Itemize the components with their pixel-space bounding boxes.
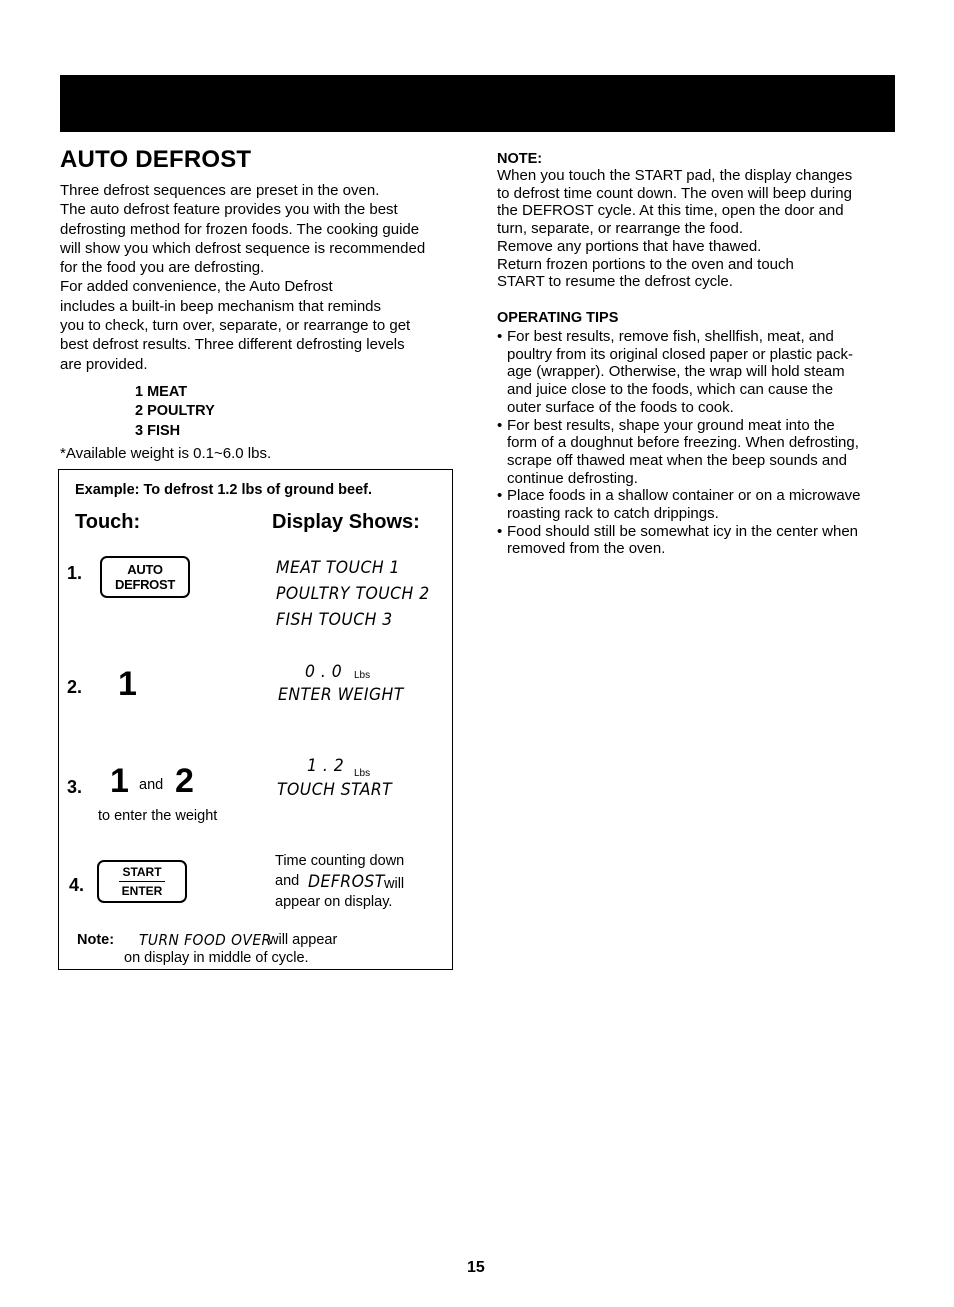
defrost-levels	[135, 383, 215, 441]
tip-line: removed from the oven.	[507, 540, 666, 558]
tip-item	[497, 487, 897, 522]
page-number: 15	[467, 1259, 485, 1276]
level-item: 2 POULTRY	[135, 403, 215, 420]
intro-line: will show you which defrost sequence is recommended	[60, 239, 426, 257]
lcd-defrost-word: DEFROST	[308, 872, 385, 892]
tips-heading-text: OPERATING TIPS	[497, 310, 619, 326]
lcd-line: FISH TOUCH 3	[276, 610, 393, 630]
step-4-number: 4.	[69, 875, 85, 895]
tip-item	[497, 417, 897, 488]
lcd-text-3: TOUCH START	[277, 780, 393, 800]
level-item: 3 FISH	[135, 422, 181, 439]
available-weight: *Available weight is 0.1~6.0 lbs.	[60, 445, 272, 462]
bullet: •	[497, 487, 503, 505]
step-3-number: 3.	[67, 777, 83, 797]
lcd-turn-food-over: TURN FOOD OVER	[139, 931, 272, 949]
note-section	[497, 151, 897, 291]
tip-line: age (wrapper). Otherwise, the wrap will hold steam	[507, 363, 845, 381]
bullet: •	[497, 328, 503, 345]
intro-paragraph	[60, 181, 460, 374]
box-note-label: Note:	[77, 932, 115, 948]
tip-line: form of a doughnut before freezing. When defrosting,	[507, 434, 859, 452]
tip-line: poultry from its original closed paper or plastic pack-	[507, 345, 853, 363]
unit-label: Lbs	[354, 670, 371, 681]
lcd-value-2: 0 . 0	[305, 662, 343, 682]
tip-line: outer surface of the foods to cook.	[507, 398, 734, 416]
and-text: and	[139, 777, 164, 793]
intro-line: defrosting method for frozen foods. The cooking guide	[60, 220, 420, 238]
tip-line: Food should still be somewhat icy in the center when	[507, 522, 859, 540]
tip-item	[497, 523, 897, 558]
auto-defrost-button	[100, 556, 190, 598]
note-line: Remove any portions that have thawed.	[497, 237, 762, 255]
button-label: START	[122, 864, 162, 879]
step-4-text: Time counting down	[275, 853, 405, 869]
level-item: 1 MEAT	[135, 384, 188, 400]
touch-header: Touch:	[75, 511, 141, 533]
bullet: •	[497, 522, 503, 540]
note-line: START to resume the defrost cycle.	[497, 273, 733, 291]
button-divider	[119, 881, 165, 883]
page-title: AUTO DEFROST	[60, 146, 252, 173]
step-2-number: 2.	[67, 677, 83, 697]
tip-line: and juice close to the foods, which can cause the	[507, 381, 834, 399]
tip-line: Place foods in a shallow container or on a microwave	[507, 487, 861, 505]
unit-label: Lbs	[354, 768, 371, 779]
intro-line: For added convenience, the Auto Defrost	[60, 278, 333, 296]
box-note-text: will appear	[268, 932, 338, 948]
number-key-2: 2	[175, 762, 194, 800]
note-heading: NOTE:	[497, 151, 543, 167]
lcd-line: MEAT TOUCH 1	[276, 558, 400, 578]
step-3-caption: to enter the weight	[98, 808, 218, 824]
intro-line: includes a built-in beep mechanism that reminds	[60, 297, 381, 315]
button-label: AUTO	[127, 562, 163, 577]
intro-line: are provided.	[60, 355, 148, 373]
step-4-text: appear on display.	[275, 894, 393, 910]
intro-line: you to check, turn over, separate, or rearrange to get	[60, 317, 411, 335]
button-label: ENTER	[121, 884, 163, 899]
lcd-display-1	[276, 555, 430, 633]
tip-line: continue defrosting.	[507, 469, 638, 487]
note-line: to defrost time count down. The oven will beep during	[497, 184, 852, 202]
intro-line: best defrost results. Three different defrosting levels	[60, 336, 405, 354]
note-line: the DEFROST cycle. At this time, open the door and	[497, 202, 844, 220]
number-key-1: 1	[118, 665, 137, 703]
tip-line: scrape off thawed meat when the beep sounds and	[507, 451, 847, 469]
step-4-will: will	[384, 876, 405, 892]
lcd-text-2: ENTER WEIGHT	[278, 685, 404, 705]
intro-line: The auto defrost feature provides you with the best	[60, 201, 398, 219]
tip-line: For best results, remove fish, shellfish, meat, and	[507, 328, 834, 345]
number-key-1: 1	[110, 762, 129, 800]
tip-line: roasting rack to catch drippings.	[507, 505, 719, 523]
bullet: •	[497, 416, 503, 434]
button-label: DEFROST	[114, 577, 175, 592]
start-enter-button	[97, 860, 187, 903]
note-line: turn, separate, or rearrange the food.	[497, 220, 743, 238]
note-line: When you touch the START pad, the display changes	[497, 167, 853, 184]
step-1-number: 1.	[67, 563, 83, 583]
operating-tips	[497, 328, 897, 558]
display-header: Display Shows:	[272, 511, 420, 533]
box-note-text: on display in middle of cycle.	[124, 950, 309, 966]
intro-line: Three defrost sequences are preset in the oven.	[60, 182, 380, 199]
example-title: Example: To defrost 1.2 lbs of ground beef.	[75, 482, 373, 498]
step-4-and: and	[275, 873, 300, 889]
lcd-value-3: 1 . 2	[307, 756, 345, 776]
tip-line: For best results, shape your ground meat into the	[507, 416, 835, 434]
lcd-line: POULTRY TOUCH 2	[276, 584, 430, 604]
tips-heading	[497, 310, 897, 326]
header-bar	[60, 75, 895, 132]
tip-item	[497, 328, 897, 417]
intro-line: for the food you are defrosting.	[60, 259, 265, 277]
note-line: Return frozen portions to the oven and touch	[497, 255, 794, 273]
